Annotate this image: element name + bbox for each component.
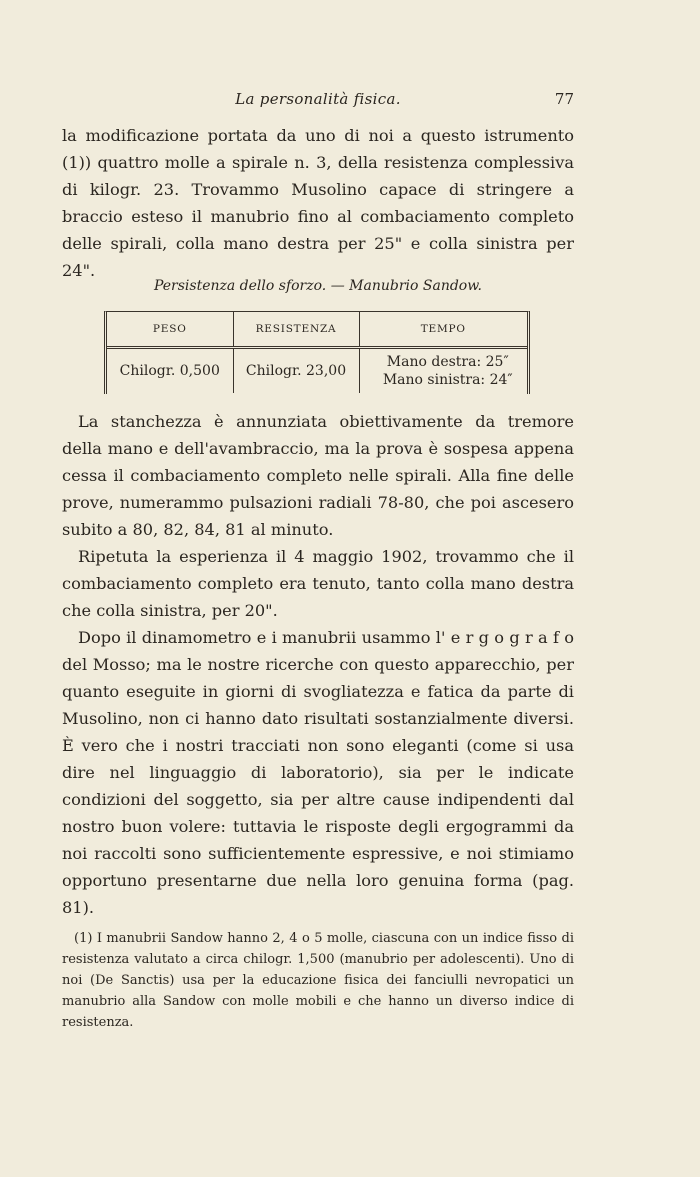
- main-text-block: [62, 408, 574, 921]
- paragraph-1: la modificazione portata da uno di noi a questo istrumento (1)) quattro molle a spirale n. 3, della resistenza complessiva di kilogr. 23. Trovammo Musolino capace di stringere a braccio esteso il manubrio fino al combaciamento completo delle spirali, colla mano destra per 25" e colla sinistra per 24".: [62, 126, 574, 280]
- tempo-left-hand: Mano sinistra: 24″: [382, 372, 513, 388]
- paragraph-4: Dopo il dinamometro e i manubrii usammo l' e r g o g r a f o del Mosso; ma le nostre ricerche con questo apparecchio, per quanto eseguite in giorni di svogliatezza e fatica da parte di Musolino, non ci hanno dato risultati sostanzialmente diversi. È vero che i nostri tracciati non sono eleganti (come si usa dire nel linguaggio di laboratorio), sia per le indicate condizioni del soggetto, sia per altre cause indipendenti dal nostro buon volere: tuttavia le risposte degli ergogrammi da noi raccolti sono sufficientemente espressive, e noi stimiamo opportuno presentarne due nella loro genuina forma (pag. 81).: [62, 628, 574, 917]
- page-number: 77: [554, 90, 574, 108]
- column-header-resistenza: RESISTENZA: [233, 312, 359, 348]
- table-caption: Persistenza dello sforzo. — Manubrio Sandow.: [153, 278, 483, 294]
- cell-peso: Chilogr. 0,500: [107, 348, 233, 394]
- page-header: [62, 90, 574, 112]
- data-table: [107, 312, 527, 393]
- table-row: [107, 348, 527, 394]
- footnote-text: (1) I manubrii Sandow hanno 2, 4 o 5 molle, ciascuna con un indice fisso di resistenza valutato a circa chilogr. 1,500 (manubrio per adolescenti). Uno di noi (De Sanctis) usa per la educazione fisica dei fanciulli nevropatici un manubrio alla Sandow con molle mobili e che hanno un diverso indice di resistenza.: [62, 931, 574, 1030]
- cell-tempo: [359, 348, 527, 394]
- data-table-frame: [104, 311, 530, 394]
- paragraph-2: La stanchezza è annunziata obiettivamente da tremore della mano e dell'avambraccio, ma la prova è sospesa appena cessa il combaciamento completo nelle spirali. Alla fine delle prove, numerammo pulsazioni radiali 78-80, che poi ascesero subito a 80, 82, 84, 81 al minuto.: [62, 412, 574, 539]
- tempo-right-hand: Mano destra: 25″: [386, 354, 509, 370]
- column-header-tempo: TEMPO: [359, 312, 527, 348]
- column-header-peso: PESO: [107, 312, 233, 348]
- paragraph-3: Ripetuta la esperienza il 4 maggio 1902, trovammo che il combaciamento completo era tenuto, tanto colla mano destra che colla sinistra, per 20".: [62, 547, 574, 620]
- footnote: [62, 928, 574, 1033]
- cell-resistenza: Chilogr. 23,00: [233, 348, 359, 394]
- paragraph-1-block: [62, 122, 574, 284]
- running-title: La personalità fisica.: [235, 90, 401, 108]
- table-header-row: [107, 312, 527, 348]
